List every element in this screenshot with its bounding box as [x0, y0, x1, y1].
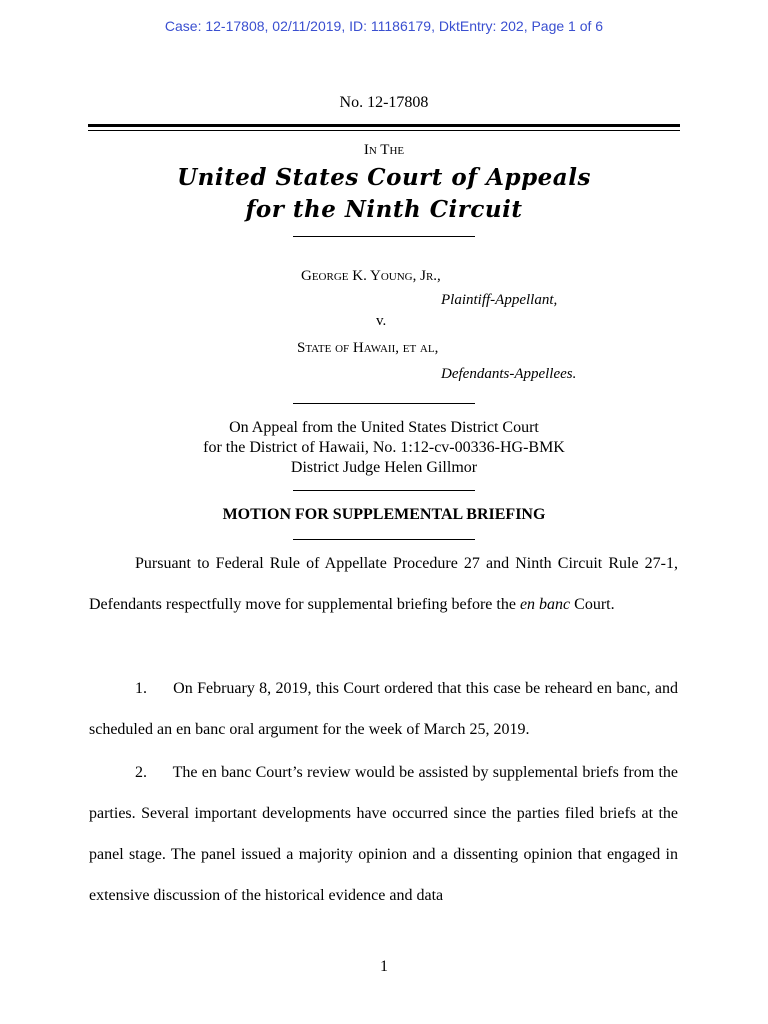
court-name-line1: United States Court of Appeals: [177, 164, 591, 191]
defendant-name: State of Hawaii, et al,: [297, 340, 439, 356]
intro-text-after: Court.: [570, 596, 615, 613]
divider-after-title: [293, 539, 475, 540]
paragraph-1-text: On February 8, 2019, this Court ordered that this case be reheard en banc, and scheduled an en banc oral argument for the week of March 25, 2019.: [89, 680, 679, 738]
defendant-role: Defendants-Appellees.: [441, 366, 577, 382]
court-name-line2: for the Ninth Circuit: [245, 196, 523, 223]
intro-paragraph: [89, 543, 678, 625]
divider-after-court: [293, 236, 475, 237]
paragraph-1-number: 1.: [135, 680, 147, 697]
intro-text-before: Pursuant to Federal Rule of Appellate Procedure 27 and Ninth Circuit Rule 27-1, Defendants respectfully move for supplemental briefing before the: [89, 555, 678, 613]
plaintiff-name: George K. Young, Jr.,: [301, 268, 441, 284]
appeal-line2: for the District of Hawaii, No. 1:12-cv-00336-HG-BMK: [203, 439, 565, 456]
numbered-paragraph-2: [89, 752, 678, 916]
divider-before-title: [293, 490, 475, 491]
appeal-line3: District Judge Helen Gillmor: [290, 459, 478, 476]
intro-italic-term: en banc: [519, 596, 571, 613]
paragraph-2-text: The en banc Court’s review would be assisted by supplemental briefs from the parties. Several important developments have occurred since the parties filed briefs at the panel stage. The panel issued a majority opinion and a dissenting opinion that engaged in extensive discussion of the historical evidence and data: [89, 764, 679, 904]
appeal-line1: On Appeal from the United States District Court: [229, 419, 539, 436]
thick-rule: [88, 124, 680, 127]
divider-after-parties: [293, 403, 475, 404]
versus: v.: [376, 313, 387, 329]
docket-number: No. 12-17808: [339, 94, 429, 111]
thin-rule: [88, 130, 680, 131]
caption-double-rule: [88, 124, 680, 132]
page-number: 1: [380, 958, 388, 975]
in-the-label: In The: [363, 142, 405, 158]
case-header-stamp: Case: 12-17808, 02/11/2019, ID: 11186179, DktEntry: 202, Page 1 of 6: [164, 18, 604, 34]
paragraph-2-number: 2.: [135, 764, 147, 781]
plaintiff-role: Plaintiff-Appellant,: [441, 292, 558, 308]
numbered-paragraph-1: [89, 668, 678, 750]
motion-title: MOTION FOR SUPPLEMENTAL BRIEFING: [222, 506, 546, 523]
